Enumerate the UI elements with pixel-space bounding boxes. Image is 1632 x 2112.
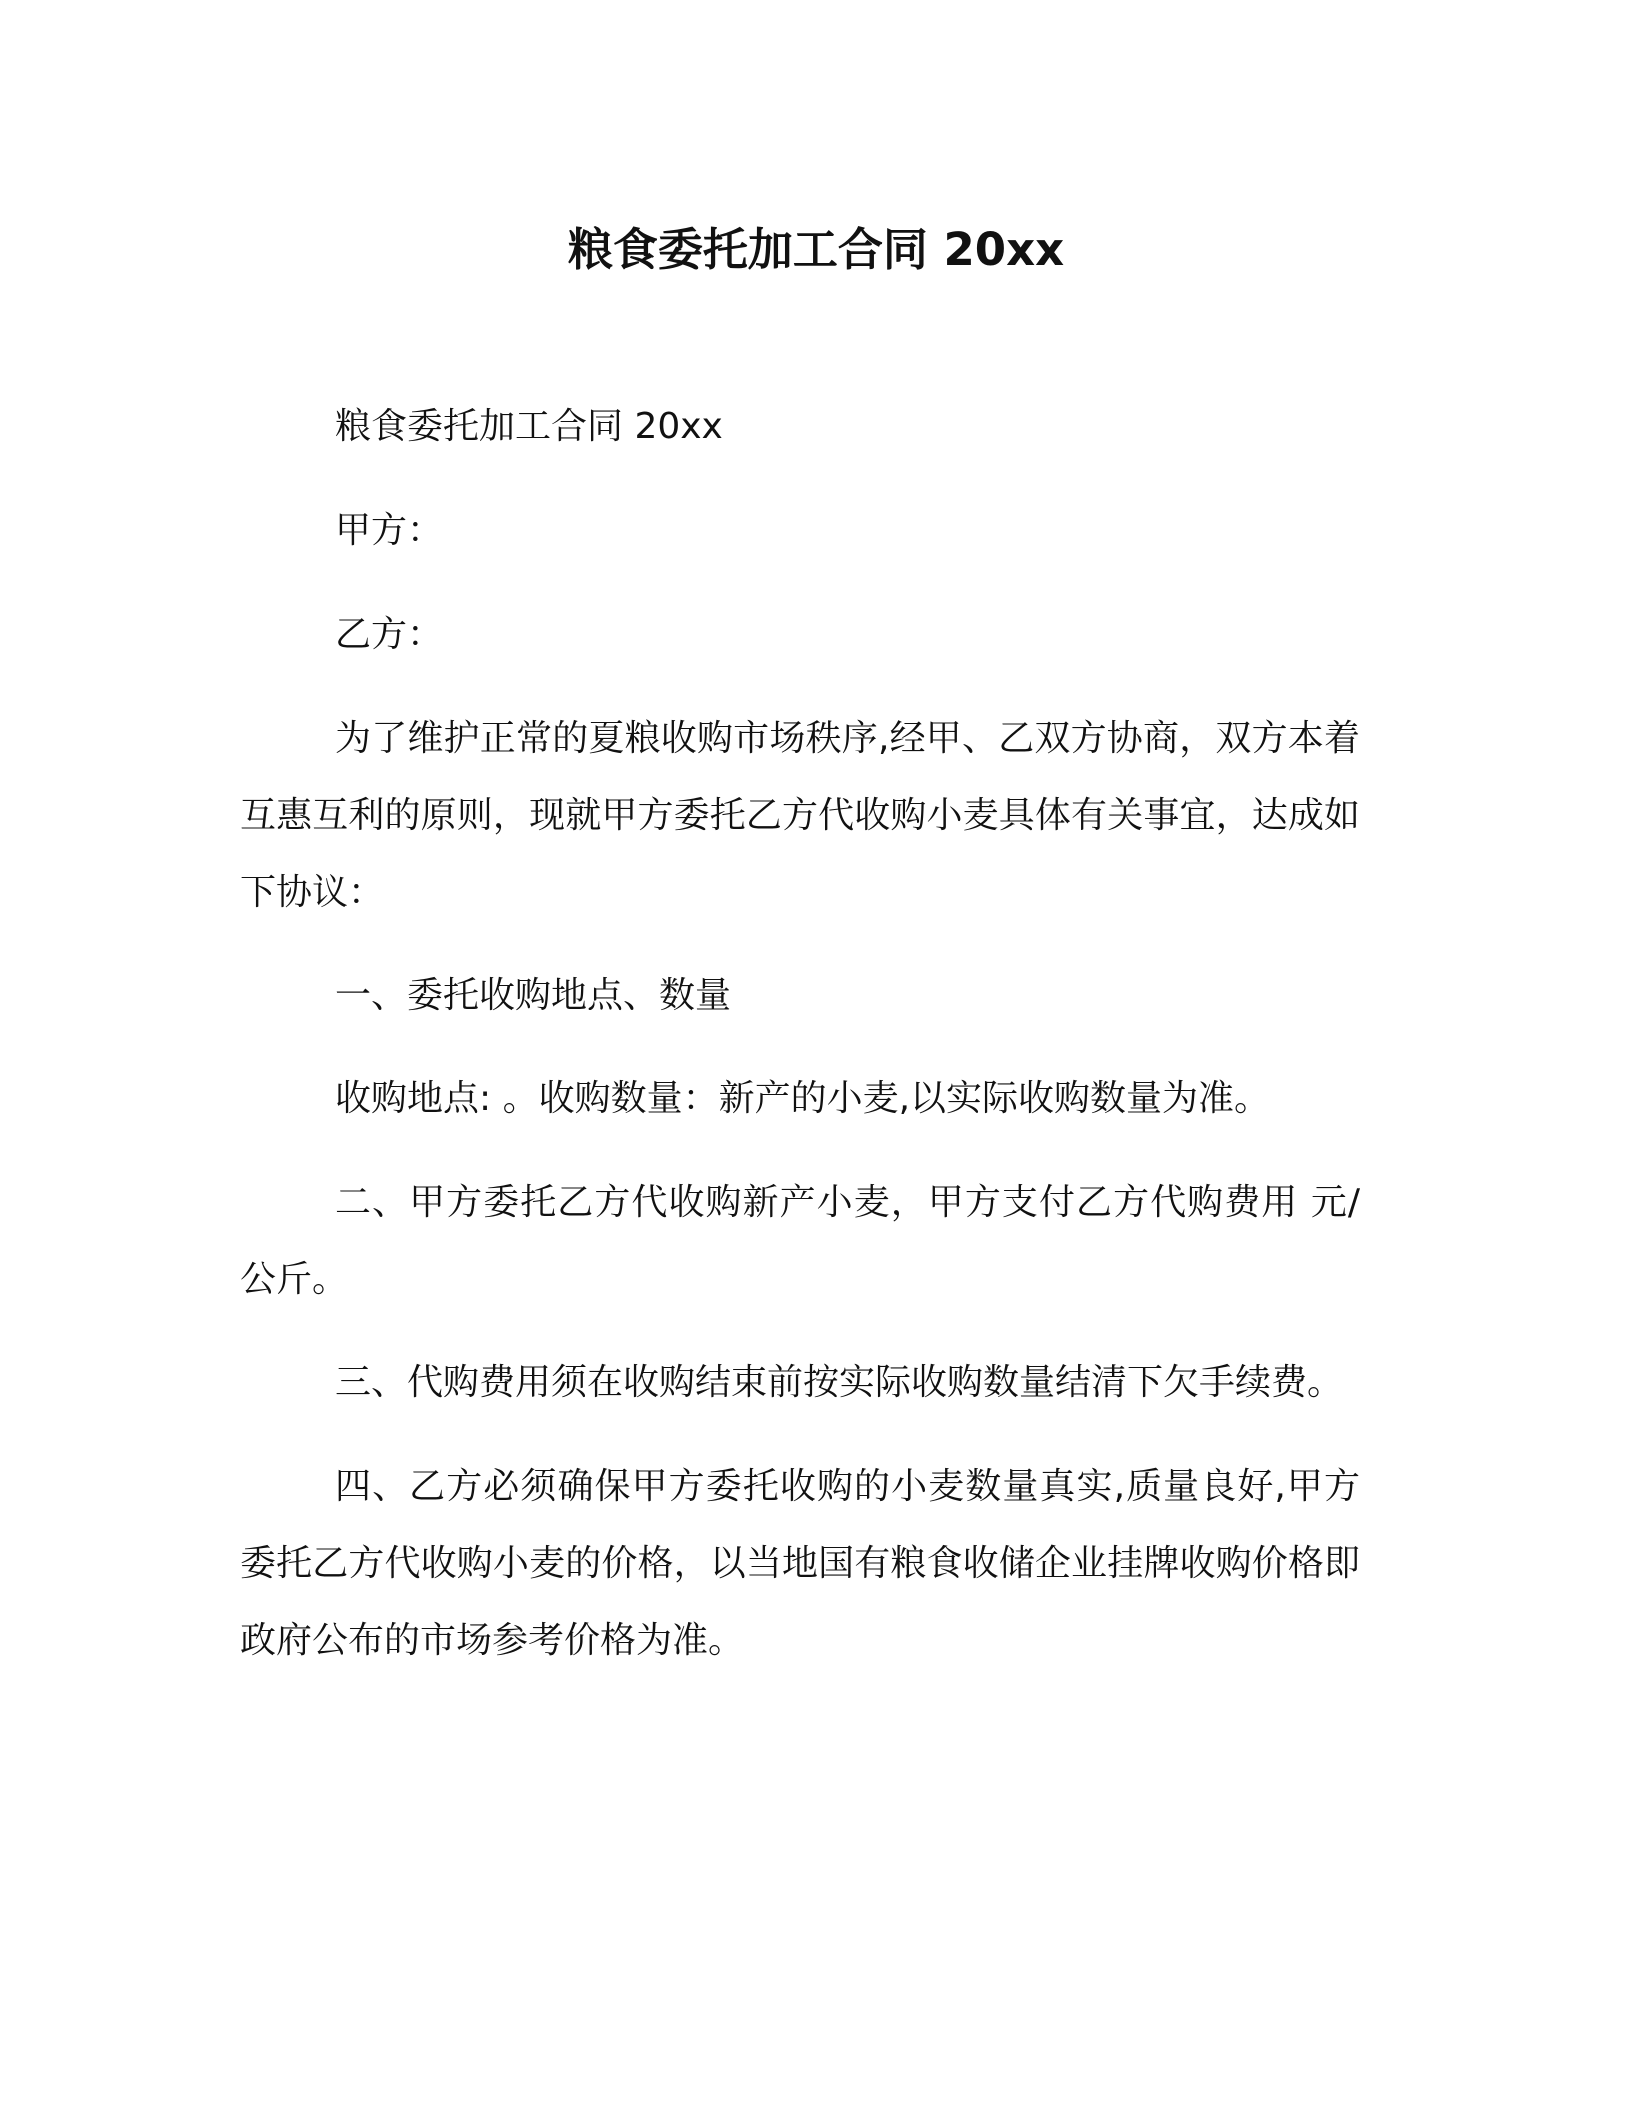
purchase-location-paragraph: 收购地点: 。收购数量：新产的小麦,以实际收购数量为准。 xyxy=(335,1078,1271,1119)
clause-2-paragraph: 二、甲方委托乙方代收购新产小麦，甲方支付乙方代购费用 元/公斤。 xyxy=(240,1182,1360,1300)
party-a-line: 甲方： xyxy=(335,510,444,551)
subtitle-paragraph: 粮食委托加工合同 20xx xyxy=(335,406,723,447)
clause-4-paragraph: 四、乙方必须确保甲方委托收购的小麦数量真实,质量良好,甲方委托乙方代收购小麦的价格，以当地国有粮食收储企业挂牌收购价格即政府公布的市场参考价格为准。 xyxy=(240,1466,1360,1661)
clause-3-paragraph: 三、代购费用须在收购结束前按实际收购数量结清下欠手续费。 xyxy=(335,1362,1344,1403)
document-title: 粮食委托加工合同 20xx xyxy=(567,223,1065,276)
preamble-paragraph: 为了维护正常的夏粮收购市场秩序,经甲、乙双方协商，双方本着互惠互利的原则，现就甲方委托乙方代收购小麦具体有关事宜，达成如下协议： xyxy=(240,718,1360,913)
section-heading-1: 一、委托收购地点、数量 xyxy=(335,975,732,1016)
party-b-line: 乙方： xyxy=(335,614,444,655)
